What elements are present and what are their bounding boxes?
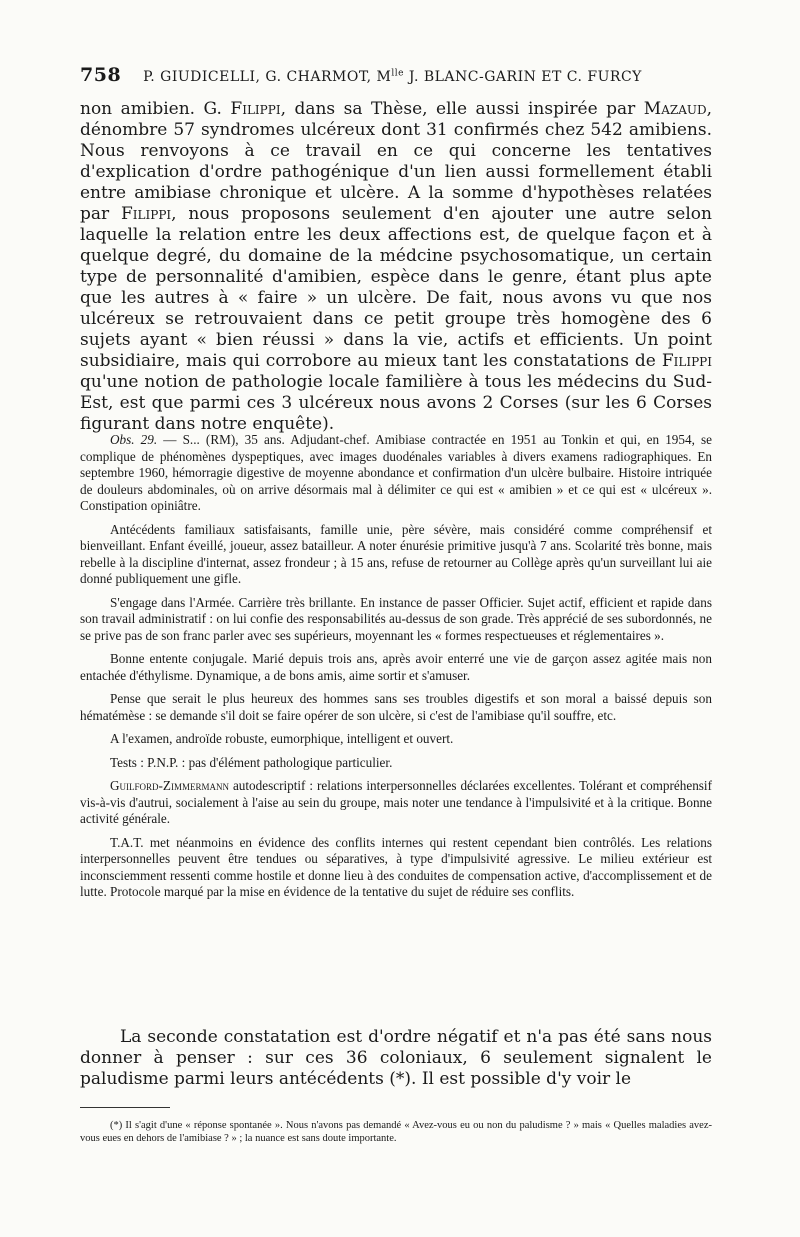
footnote: (*) Il s'agit d'une « réponse spontanée ». Nous n'avons pas demandé « Avez-vous eu ou non du paludisme ? » mais « Quelles maladies avez-vous eues en dehors de l'amibiase ? » ; la nuance est sans doute importante.	[80, 1120, 712, 1144]
author-name: Mazaud	[643, 99, 707, 119]
main-paragraph: non amibien. G. Filippi, dans sa Thèse, elle aussi inspirée par Mazaud, dénombre 57 syndromes ulcéreux dont 31 confirmés chez 542 amibiens. Nous renvoyons à ce travail en ce qui concerne les tentatives d'explication d'ordre pathogénique d'un lien aussi formellement établi entre amibiase chronique et ulcère. A la somme d'hypothèses relatées par Filippi, nous proposons seulement d'en ajouter une autre selon laquelle la relation entre les deux affections est, de quelque façon et à quelque degré, du domaine de la médcine psychosomatique, un certain type de personnalité d'amibien, espèce dans le genre, étant plus apte que les autres à « faire » un ulcère. De fait, nous avons vu que nos ulcéreux se retrouvaient dans ce petit groupe très homogène des 6 sujets ayant « bien réussi » dans la vie, actifs et efficients. Un point subsidiaire, mais qui corrobore au mieux tant les constatations de Filippi qu'une notion de pathologie locale familière à tous les médecins du Sud-Est, est que parmi ces 3 ulcéreux nous avons 2 Corses (sur les 6 Corses figurant dans notre enquête).	[80, 99, 712, 434]
observation-paragraph: A l'examen, androïde robuste, eumorphique, intelligent et ouvert.	[110, 731, 454, 746]
observation-paragraph: Tests : P.N.P. : pas d'élément pathologique particulier.	[110, 754, 393, 770]
closing-paragraph: La seconde constatation est d'ordre négatif et n'a pas été sans nous donner à penser : sur ces 36 coloniaux, 6 seulement signalent le paludisme parmi leurs antécédents (*). Il est possible d'y voir le	[80, 1027, 712, 1089]
observation-paragraph: Antécédents familiaux satisfaisants, famille unie, père sévère, mais considéré comme compréhensif et bienveillant. Enfant éveillé, joueur, assez batailleur. A noter énurésie primitive jusqu'à 7 ans. Scolarité très bonne, mais rebelle à la discipline d'internat, assez frondeur ; à 15 ans, refuse de retourner au Collège après qu'un surveillant lui aie donné publiquement une gifle.	[80, 521, 712, 586]
observation-paragraph: T.A.T. met néanmoins en évidence des conflits internes qui restent cependant bien contrôlés. Les relations interpersonnelles peuvent être tendues ou séparatives, à type d'impulsivité agressive. Le milieu extérieur est inconsciemment ressenti comme hostile et donne lieu à des conduites de compensation active, d'accomplissement et de lutte. Protocole marqué par la mise en évidence de la tentative du sujet de réduire ses conflits.	[80, 834, 712, 899]
observation-label: Obs. 29.	[110, 432, 158, 447]
author-name: Filippi	[661, 351, 712, 371]
observation-paragraph: S'engage dans l'Armée. Carrière très brillante. En instance de passer Officier. Sujet actif, efficient et rapide dans son travail administratif : on lui confie des responsabilités au-dessus de son grade. Très apprécié de ses subordonnés, ne se prive pas de son franc parler avec ses supérieurs, moyennant les « formes respectueuses et réglementaires ».	[80, 594, 712, 643]
running-header	[80, 64, 720, 86]
author-name: Filippi	[230, 99, 281, 119]
test-name: Guilford-Zimmermann	[110, 778, 229, 793]
authors-line: P. GIUDICELLI, G. CHARMOT, $M^{lle}$ J. BLANC-GARIN ET C. FURCY	[143, 68, 642, 85]
observation-paragraph: Guilford-Zimmermann autodescriptif : relations interpersonnelles déclarées excellentes. Tolérant et compréhensif vis-à-vis d'autrui, socialement à l'aise au sein du groupe, mais noter une tendance à l'impulsivité et à la critique. Bonne activité générale.	[80, 778, 712, 826]
observation-paragraph: Obs. 29. — S... (RM), 35 ans. Adjudant-chef. Amibiase contractée en 1951 au Tonkin et qui, en 1954, se complique de phénomènes dyspeptiques, avec images duodénales variables à divers examens radiographiques. En septembre 1960, hémorragie digestive de moyenne abondance et confirmation d'un ulcère bulbaire. Histoire intriquée de douleurs abdominales, où on arrive désormais mal à délimiter ce qui est « amibien » et ce qui est « ulcéreux ». Constipation opiniâtre.	[80, 432, 712, 513]
case-observation	[80, 432, 712, 908]
observation-paragraph: Pense que serait le plus heureux des hommes sans ses troubles digestifs et son moral a baissé depuis son hématémèse : se demande s'il doit se faire opérer de son ulcère, si c'est de l'amibiase qu'il souffre, etc.	[80, 691, 712, 723]
observation-paragraph: Bonne entente conjugale. Marié depuis trois ans, après avoir enterré une vie de garçon assez agitée mais non entachée d'éthylisme. Dynamique, a de bons amis, aime sortir et s'amuser.	[80, 651, 712, 683]
author-name: Filippi	[121, 204, 172, 224]
page-number: 758	[80, 64, 122, 86]
footnote-rule	[80, 1107, 170, 1108]
